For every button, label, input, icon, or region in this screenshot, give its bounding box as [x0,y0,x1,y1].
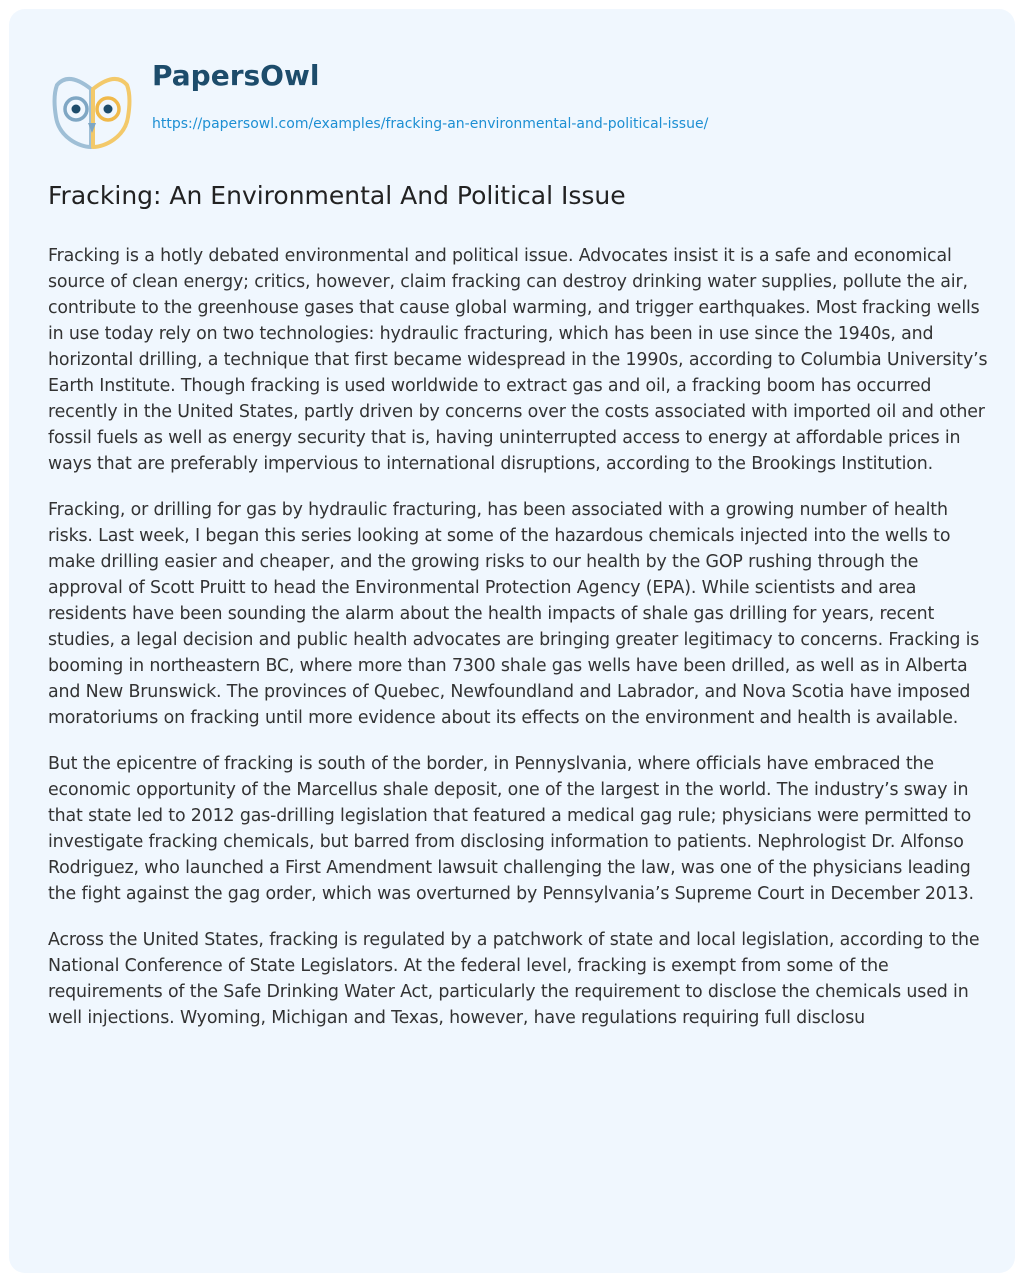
paragraph: Across the United States, fracking is regulated by a patchwork of state and local legislation, according to the National Conference of State Legislators. At the federal level, fracking is exempt from some of the requirements of the Safe Drinking Water Act, particularly the requirement to disclose the chemicals used in well injections. Wyoming, Michigan and Texas, however, have regulations requiring full disclosu [48,930,980,1028]
paragraph: Fracking is a hotly debated environmental and political issue. Advocates insist it is a safe and economical source of clean energy; critics, however, claim fracking can destroy drinking water supplies, pollute the air, contribute to the greenhouse gases that cause global warming, and trigger earthquakes. Most fracking wells in use today rely on two technologies: hydraulic fracturing, which has been in use since the 1940s, and horizontal drilling, a technique that first became widespread in the 1990s, according to Columbia University’s Earth Institute. Though fracking is used worldwide to extract gas and oil, a fracking boom has occurred recently in the United States, partly driven by concerns over the costs associated with imported oil and other fossil fuels as well as energy security that is, having uninterrupted access to energy at affordable prices in ways that are preferably impervious to international disruptions, according to the Brookings Institution. [48,246,988,474]
document-card [9,9,1015,1273]
page-title: Fracking: An Environmental And Political Issue [48,181,626,210]
paragraph: Fracking, or drilling for gas by hydraulic fracturing, has been associated with a growing number of health risks. Last week, I began this series looking at some of the hazardous chemicals injected into the wells to make drilling easier and cheaper, and the growing risks to our health by the GOP rushing through the approval of Scott Pruitt to head the Environmental Protection Agency (EPA). While scientists and area residents have been sounding the alarm about the health impacts of shale gas drilling for years, recent studies, a legal decision and public health advocates are bringing greater legitimacy to concerns. Fracking is booming in northeastern BC, where more than 7300 shale gas wells have been drilled, as well as in Alberta and New Brunswick. The provinces of Quebec, Newfoundland and Labrador, and Nova Scotia have imposed moratoriums on fracking until more evidence about its effects on the environment and health is available. [48,500,980,728]
essay-body [48,243,988,1051]
source-url[interactable]: https://papersowl.com/examples/fracking-an-environmental-and-political-issue/ [152,116,709,132]
brand-name[interactable]: PapersOwl [152,59,320,92]
paragraph: But the epicentre of fracking is south of the border, in Pennyslvania, where officials have embraced the economic opportunity of the Marcellus shale deposit, one of the largest in the world. The industry’s sway in that state led to 2012 gas-drilling legislation that featured a medical gag rule; physicians were permitted to investigate fracking chemicals, but barred from disclosing information to patients. Nephrologist Dr. Alfonso Rodriguez, who launched a First Amendment lawsuit challenging the law, was one of the physicians leading the fight against the gag order, which was overturned by Pennsylvania’s Supreme Court in December 2013. [48,754,974,904]
owl-logo-icon [49,67,135,153]
